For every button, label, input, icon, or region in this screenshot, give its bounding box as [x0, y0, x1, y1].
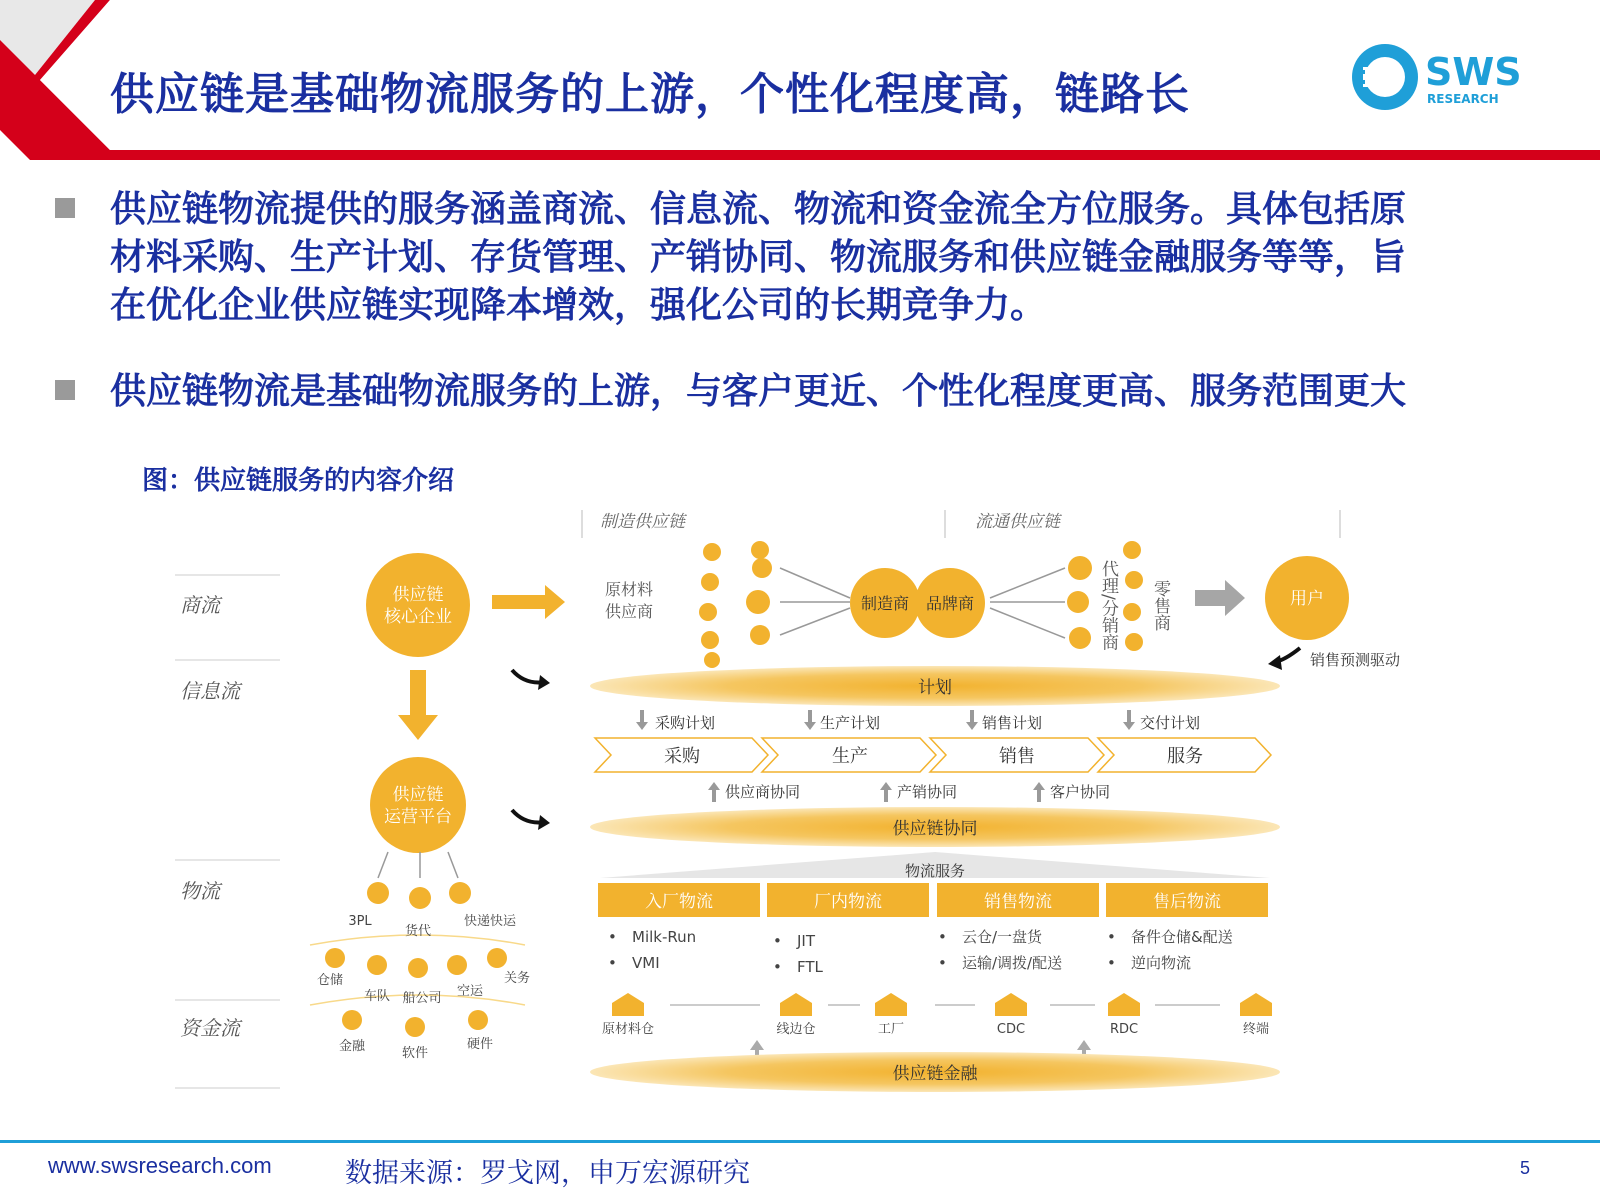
- raw-supplier-line2: 供应商: [605, 602, 654, 621]
- provider-customs: 关务: [503, 971, 531, 986]
- plan-item-3: 销售计划: [982, 714, 1043, 732]
- bullet-marker: [55, 380, 75, 400]
- warehouse-label: CDC: [996, 1022, 1026, 1037]
- bullet-marker: [55, 198, 75, 218]
- logistics-type-2: 厂内物流: [814, 892, 882, 912]
- row-label-wuliu: 物流: [180, 879, 220, 903]
- svg-text:•: •: [1107, 928, 1116, 946]
- footer-url[interactable]: www.swsresearch.com: [48, 1153, 272, 1178]
- core-enterprise-line2: 核心企业: [384, 607, 452, 627]
- logo-main-text: SWS: [1425, 50, 1522, 94]
- figure-caption: 图：供应链服务的内容介绍: [142, 466, 455, 496]
- retailer-label: 零售商: [1150, 580, 1170, 631]
- bullet-2-line-1: 供应链物流是基础物流服务的上游，与客户更近、个性化程度更高、服务范围更大: [110, 371, 1407, 412]
- provider-3pl: 3PL: [348, 914, 372, 929]
- warehouse-label: 原材料仓: [601, 1022, 655, 1037]
- logistics-detail: FTL: [797, 958, 823, 976]
- logistics-type-4: 售后物流: [1153, 892, 1221, 912]
- provider-fleet: 车队: [363, 989, 391, 1004]
- header-manufacturing-chain: 制造供应链: [600, 512, 685, 532]
- process-step-1: 采购: [664, 746, 700, 767]
- logistics-detail: 备件仓储&配送: [1131, 928, 1233, 946]
- page-number: 5: [1520, 1158, 1531, 1178]
- arrow-right-gray-icon: [1195, 580, 1245, 616]
- plan-item-4: 交付计划: [1140, 714, 1201, 732]
- svg-text:•: •: [608, 928, 617, 946]
- warehouse-label: 工厂: [877, 1022, 905, 1037]
- logistics-type-3: 销售物流: [984, 892, 1052, 912]
- bullet-1: [110, 186, 1560, 330]
- user-label: 用户: [1290, 589, 1324, 609]
- logistics-type-1: 入厂物流: [645, 892, 713, 912]
- warehouse-label: 终端: [1242, 1022, 1270, 1037]
- provider-express: 快递快运: [463, 914, 517, 929]
- header-distribution-chain: 流通供应链: [975, 512, 1060, 532]
- row-label-shangliu: 商流: [180, 593, 220, 617]
- arrow-down-icon: [398, 670, 438, 740]
- provider-storage: 仓储: [316, 973, 344, 988]
- logistics-service-label: 物流服务: [904, 862, 966, 880]
- process-step-2: 生产: [832, 746, 868, 767]
- platform-line2: 运营平台: [384, 807, 452, 827]
- collab-item-2: 产销协同: [897, 783, 958, 801]
- warehouse-label: 线边仓: [776, 1022, 816, 1037]
- bullet-1-line-3: 在优化企业供应链实现降本增效，强化公司的长期竞争力。: [110, 285, 1047, 326]
- plan-item-1: 采购计划: [655, 714, 716, 732]
- platform-circle: [370, 757, 466, 853]
- logistics-detail: JIT: [797, 932, 816, 950]
- logo-sub-text: RESEARCH: [1427, 92, 1499, 106]
- logistics-detail: 云仓/一盘货: [962, 928, 1043, 946]
- process-step-4: 服务: [1167, 746, 1203, 767]
- core-enterprise-circle: [366, 553, 470, 657]
- svg-text:•: •: [773, 932, 782, 950]
- svg-text:•: •: [773, 958, 782, 976]
- bullet-1-line-1: 供应链物流提供的服务涵盖商流、信息流、物流和资金流全方位服务。具体包括原: [110, 189, 1407, 230]
- supply-chain-diagram: [0, 500, 1600, 1120]
- bullet-1-line-2: 材料采购、生产计划、存货管理、产销协同、物流服务和供应链金融服务等等，旨: [110, 237, 1407, 278]
- core-enterprise-line1: 供应链: [392, 585, 444, 605]
- collab-label: 供应链协同: [892, 819, 978, 839]
- brand-label: 品牌商: [925, 594, 975, 613]
- raw-supplier-line1: 原材料: [605, 580, 654, 599]
- logistics-detail: 逆向物流: [1131, 954, 1192, 972]
- svg-text:•: •: [1107, 954, 1116, 972]
- footer-divider: [0, 1140, 1600, 1143]
- svg-text:•: •: [608, 954, 617, 972]
- warehouse-label: RDC: [1109, 1022, 1139, 1037]
- page-title: 供应链是基础物流服务的上游，个性化程度高，链路长: [110, 69, 1190, 120]
- provider-software: 软件: [401, 1046, 429, 1061]
- finance-label: 供应链金融: [892, 1064, 978, 1084]
- provider-hardware: 硬件: [466, 1037, 494, 1052]
- plan-item-2: 生产计划: [820, 714, 881, 732]
- svg-text:•: •: [938, 954, 947, 972]
- manufacturer-label: 制造商: [860, 594, 910, 613]
- footer-source: 数据来源：罗戈网，申万宏源研究: [345, 1158, 750, 1189]
- process-step-3: 销售: [999, 746, 1035, 767]
- provider-shipping: 船公司: [402, 991, 442, 1006]
- sws-logo: [1345, 40, 1555, 115]
- row-label-zijinliu: 资金流: [180, 1016, 240, 1040]
- provider-freight: 货代: [404, 924, 432, 939]
- plan-label: 计划: [918, 678, 952, 698]
- arrow-right-icon: [492, 585, 565, 619]
- logistics-detail: VMI: [632, 954, 660, 972]
- agent-label: 代理/分销商: [1098, 560, 1118, 651]
- bullet-2: [110, 368, 1560, 416]
- collab-item-3: 客户协同: [1050, 783, 1111, 801]
- logistics-detail: 运输/调拨/配送: [962, 954, 1063, 972]
- provider-finance: 金融: [338, 1039, 366, 1054]
- sales-forecast-label: 销售预测驱动: [1310, 651, 1401, 669]
- svg-text:•: •: [938, 928, 947, 946]
- provider-air: 空运: [456, 984, 484, 999]
- row-label-xinxiliu: 信息流: [180, 679, 240, 703]
- logistics-detail: Milk-Run: [632, 928, 697, 946]
- platform-line1: 供应链: [392, 785, 444, 805]
- collab-item-1: 供应商协同: [725, 783, 801, 801]
